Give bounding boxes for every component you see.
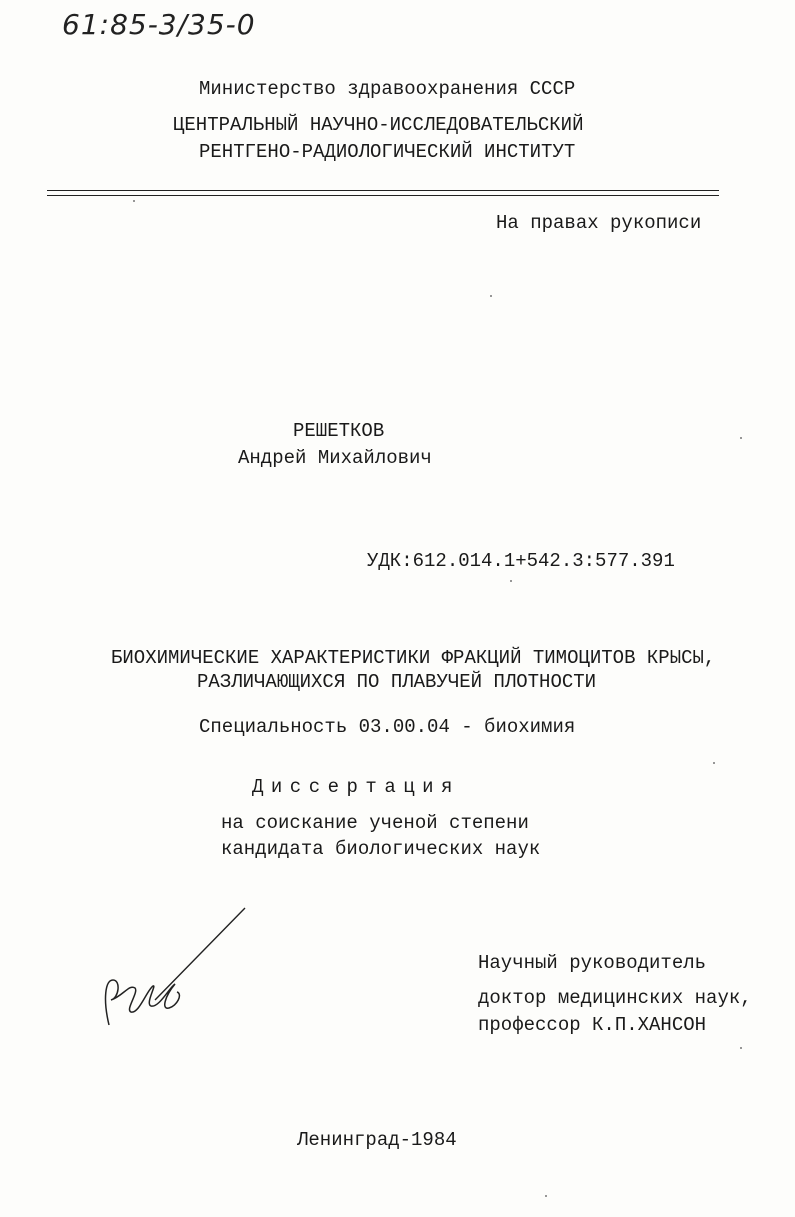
degree-purpose-line2: кандидата биологических наук <box>221 838 541 860</box>
dissertation-label: Диссертация <box>252 776 460 798</box>
scan-speck <box>545 1195 547 1197</box>
udc-code: УДК:612.014.1+542.3:577.391 <box>367 550 675 572</box>
handwritten-signature <box>95 900 255 1035</box>
manuscript-rights-note: На правах рукописи <box>496 212 702 234</box>
scan-speck <box>740 437 742 439</box>
place-and-year: Ленинград-1984 <box>297 1129 457 1151</box>
specialty: Специальность 03.00.04 - биохимия <box>199 716 576 738</box>
supervisor-name: профессор К.П.ХАНСОН <box>478 1014 707 1036</box>
author-surname: РЕШЕТКОВ <box>293 420 385 442</box>
supervisor-role: Научный руководитель <box>478 952 707 974</box>
dissertation-title-line1: БИОХИМИЧЕСКИЕ ХАРАКТЕРИСТИКИ ФРАКЦИЙ ТИМОЦИТОВ КРЫСЫ, <box>111 647 716 669</box>
scan-speck <box>133 200 135 202</box>
header-divider-bottom <box>47 195 719 196</box>
scan-speck <box>713 762 715 764</box>
header-divider-top <box>47 190 719 191</box>
scan-speck <box>490 295 492 297</box>
scan-speck <box>740 1047 742 1049</box>
scan-speck <box>510 580 512 582</box>
supervisor-degree: доктор медицинских наук, <box>478 987 752 1009</box>
dissertation-title-line2: РАЗЛИЧАЮЩИХСЯ ПО ПЛАВУЧЕЙ ПЛОТНОСТИ <box>197 671 597 693</box>
institute-name-line1: ЦЕНТРАЛЬНЫЙ НАУЧНО-ИССЛЕДОВАТЕЛЬСКИЙ <box>173 114 584 136</box>
ministry-name: Министерство здравоохранения СССР <box>199 78 576 100</box>
institute-name-line2: РЕНТГЕНО-РАДИОЛОГИЧЕСКИЙ ИНСТИТУТ <box>199 141 576 163</box>
author-name: Андрей Михайлович <box>238 447 432 469</box>
archive-code: 61:85-3/35-0 <box>62 8 256 41</box>
degree-purpose-line1: на соискание ученой степени <box>221 812 529 834</box>
